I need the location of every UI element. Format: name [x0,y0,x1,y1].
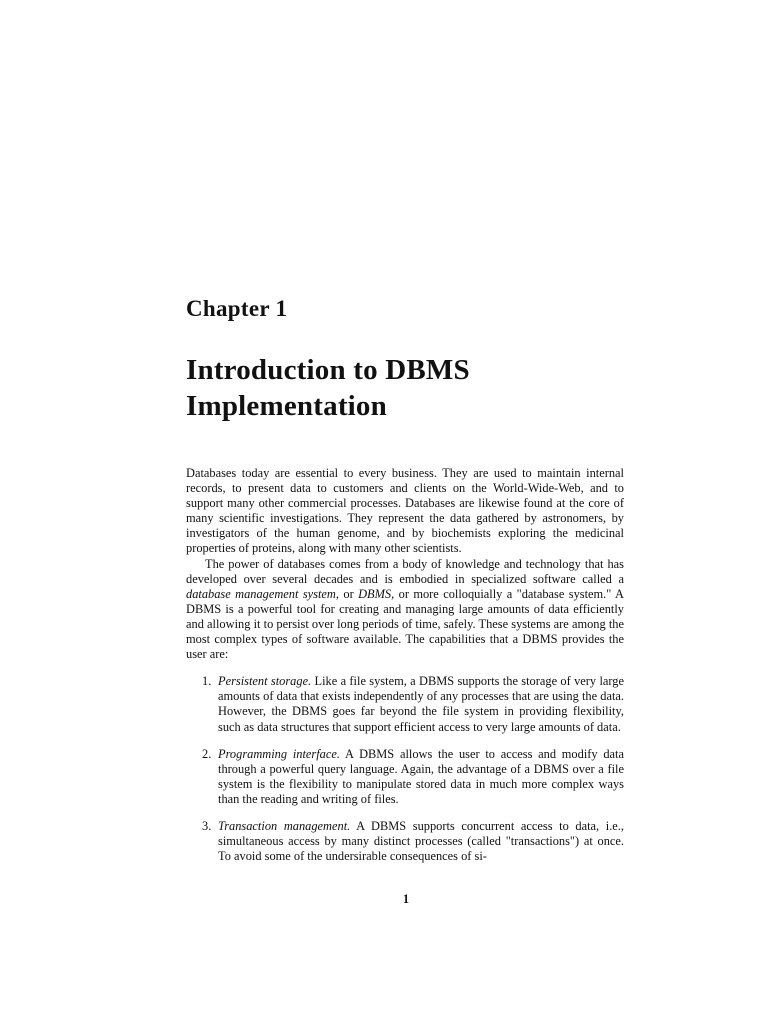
list-item-term: Persistent storage. [218,674,312,689]
list-item-term: Programming interface. [218,746,340,761]
chapter-title: Introduction to DBMS Implementation [186,354,470,422]
list-item-term: Transaction management. [218,818,351,833]
paragraph-2-intro: The power of databases comes from a body of knowledge and technology that has developed over several decades and is embodied in specialized software called a [186,556,624,586]
paragraph-1: Databases today are essential to every business. They are used to maintain internal records, to present data to customers and clients on the World-Wide-Web, and to support many other commercial processes. Databases are likewise found at the core of many scientific investigations. They represent the data gathered by astronomers, by investigators of the human genome, and by biochemists exploring the medicinal properties of proteins, along with many other scientists. [186,466,624,556]
chapter-label: Chapter 1 [186,296,288,321]
list-item-text: A DBMS supports concurrent access to data, i.e., simultaneous access by many distinct processes (called "transactions") at once. To avoid some of the undersirable consequences of si- [218,818,624,864]
list-item-number: 1. [202,674,212,689]
paragraph-2-rest: or more colloquially a "database system." A DBMS is a powerful tool for creating and managing large amounts of data efficiently and allowing it to persist over long periods of time, safely. These systems are among the most complex types of software available. The capabilities that a DBMS provides the user are: [186,586,624,662]
list-item-text: Like a file system, a DBMS supports the storage of very large amounts of data that exists independently of any processes that are using the data. However, the DBMS goes far beyond the file system in providing flexibility, such as data structures that support efficient access to very large amounts of data. [218,674,624,734]
list-item [186,674,624,734]
list-item-number: 3. [202,818,212,833]
list-item-text: A DBMS allows the user to access and modify data through a powerful query language. Again, the advantage of a DBMS over a file system is the flexibility to manipulate stored data in much more complex ways than the reading and writing of files. [218,746,624,806]
paragraph-2 [186,557,624,663]
term-dbms-full: database management system, [186,586,339,601]
paragraph-2-or: or [338,586,359,601]
page-number: 1 [402,892,410,906]
list-item [186,819,624,864]
list-item [186,747,624,807]
capabilities-list [186,674,624,864]
term-dbms-abbrev: DBMS, [358,586,395,601]
body-text [186,466,624,864]
list-item-number: 2. [202,746,212,761]
